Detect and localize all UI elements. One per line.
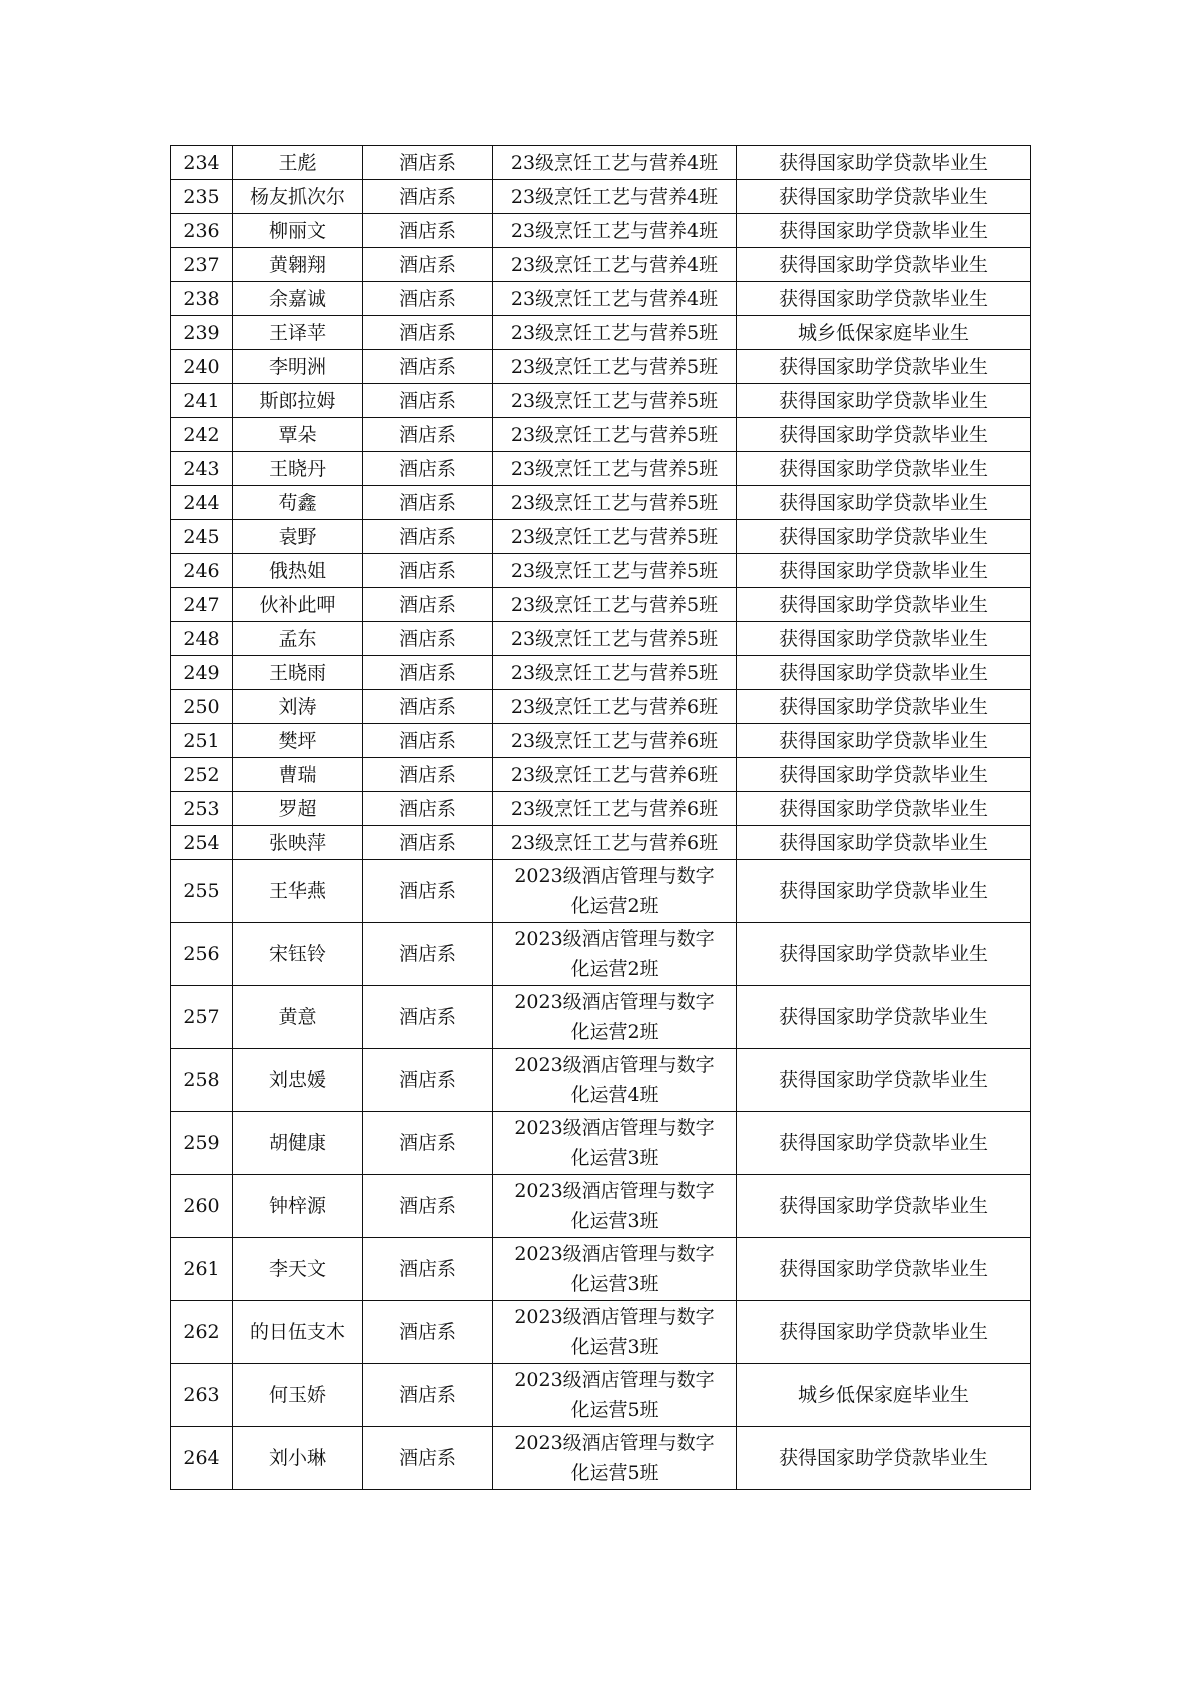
- class-cell: 23级烹饪工艺与营养5班: [493, 554, 737, 588]
- aid-type-cell: 获得国家助学贷款毕业生: [737, 350, 1031, 384]
- class-cell: 23级烹饪工艺与营养4班: [493, 180, 737, 214]
- student-name-cell: 伙补此呷: [233, 588, 363, 622]
- class-cell: 23级烹饪工艺与营养6班: [493, 724, 737, 758]
- student-name-cell: 覃朵: [233, 418, 363, 452]
- class-cell: [493, 986, 737, 1049]
- class-line-1: 2023级酒店管理与数字: [514, 1432, 715, 1454]
- row-number-cell: 242: [171, 418, 233, 452]
- aid-type-cell: 获得国家助学贷款毕业生: [737, 826, 1031, 860]
- department-cell: 酒店系: [363, 923, 493, 986]
- department-cell: 酒店系: [363, 1112, 493, 1175]
- aid-type-cell: 获得国家助学贷款毕业生: [737, 1175, 1031, 1238]
- class-cell: 23级烹饪工艺与营养5班: [493, 350, 737, 384]
- aid-type-cell: 获得国家助学贷款毕业生: [737, 452, 1031, 486]
- aid-type-cell: 获得国家助学贷款毕业生: [737, 588, 1031, 622]
- student-name-cell: 刘涛: [233, 690, 363, 724]
- class-line-2: 化运营3班: [570, 1210, 659, 1232]
- student-name-cell: 苟鑫: [233, 486, 363, 520]
- student-name-cell: 樊坪: [233, 724, 363, 758]
- row-number-cell: 252: [171, 758, 233, 792]
- student-name-cell: 何玉娇: [233, 1364, 363, 1427]
- row-number-cell: 236: [171, 214, 233, 248]
- class-line-1: 2023级酒店管理与数字: [514, 991, 715, 1013]
- student-name-cell: 李明洲: [233, 350, 363, 384]
- department-cell: 酒店系: [363, 656, 493, 690]
- department-cell: 酒店系: [363, 214, 493, 248]
- class-cell: 23级烹饪工艺与营养5班: [493, 452, 737, 486]
- row-number-cell: 244: [171, 486, 233, 520]
- row-number-cell: 248: [171, 622, 233, 656]
- aid-type-cell: 获得国家助学贷款毕业生: [737, 656, 1031, 690]
- table-row: [171, 248, 1031, 282]
- department-cell: 酒店系: [363, 316, 493, 350]
- student-name-cell: 刘忠媛: [233, 1049, 363, 1112]
- department-cell: 酒店系: [363, 690, 493, 724]
- class-line-1: 2023级酒店管理与数字: [514, 1117, 715, 1139]
- row-number-cell: 257: [171, 986, 233, 1049]
- department-cell: 酒店系: [363, 486, 493, 520]
- row-number-cell: 243: [171, 452, 233, 486]
- student-name-cell: 余嘉诚: [233, 282, 363, 316]
- table-row: [171, 656, 1031, 690]
- student-name-cell: 王彪: [233, 146, 363, 180]
- row-number-cell: 262: [171, 1301, 233, 1364]
- class-line-2: 化运营2班: [570, 958, 659, 980]
- class-cell: 23级烹饪工艺与营养4班: [493, 248, 737, 282]
- class-cell: 23级烹饪工艺与营养4班: [493, 214, 737, 248]
- student-name-cell: 胡健康: [233, 1112, 363, 1175]
- class-line-2: 化运营2班: [570, 895, 659, 917]
- table-row: [171, 1175, 1031, 1238]
- student-name-cell: 王晓雨: [233, 656, 363, 690]
- table-row: [171, 588, 1031, 622]
- class-cell: 23级烹饪工艺与营养5班: [493, 622, 737, 656]
- row-number-cell: 245: [171, 520, 233, 554]
- aid-type-cell: 获得国家助学贷款毕业生: [737, 384, 1031, 418]
- row-number-cell: 247: [171, 588, 233, 622]
- aid-type-cell: 获得国家助学贷款毕业生: [737, 622, 1031, 656]
- table-row: [171, 384, 1031, 418]
- aid-type-cell: 获得国家助学贷款毕业生: [737, 1112, 1031, 1175]
- aid-type-cell: 获得国家助学贷款毕业生: [737, 418, 1031, 452]
- table-row: [171, 180, 1031, 214]
- aid-type-cell: 获得国家助学贷款毕业生: [737, 1301, 1031, 1364]
- department-cell: 酒店系: [363, 554, 493, 588]
- student-name-cell: 钟梓源: [233, 1175, 363, 1238]
- table-row: [171, 214, 1031, 248]
- class-cell: [493, 1238, 737, 1301]
- class-line-2: 化运营4班: [570, 1084, 659, 1106]
- student-name-cell: 刘小琳: [233, 1427, 363, 1490]
- aid-type-cell: 获得国家助学贷款毕业生: [737, 146, 1031, 180]
- department-cell: 酒店系: [363, 350, 493, 384]
- class-cell: [493, 860, 737, 923]
- class-cell: 23级烹饪工艺与营养4班: [493, 282, 737, 316]
- table-row: [171, 316, 1031, 350]
- class-cell: 23级烹饪工艺与营养5班: [493, 486, 737, 520]
- department-cell: 酒店系: [363, 758, 493, 792]
- row-number-cell: 240: [171, 350, 233, 384]
- class-line-2: 化运营5班: [570, 1399, 659, 1421]
- table-row: [171, 622, 1031, 656]
- department-cell: 酒店系: [363, 248, 493, 282]
- table-row: [171, 1301, 1031, 1364]
- department-cell: 酒店系: [363, 860, 493, 923]
- class-line-1: 2023级酒店管理与数字: [514, 1243, 715, 1265]
- aid-type-cell: 获得国家助学贷款毕业生: [737, 282, 1031, 316]
- department-cell: 酒店系: [363, 1301, 493, 1364]
- student-name-cell: 李天文: [233, 1238, 363, 1301]
- student-name-cell: 曹瑞: [233, 758, 363, 792]
- graduate-roster-table: [170, 145, 1031, 1490]
- table-row: [171, 690, 1031, 724]
- row-number-cell: 264: [171, 1427, 233, 1490]
- table-row: [171, 1112, 1031, 1175]
- department-cell: 酒店系: [363, 1238, 493, 1301]
- student-name-cell: 斯郎拉姆: [233, 384, 363, 418]
- class-cell: [493, 1364, 737, 1427]
- table-row: [171, 724, 1031, 758]
- table-row: [171, 1427, 1031, 1490]
- row-number-cell: 249: [171, 656, 233, 690]
- table-row: [171, 146, 1031, 180]
- department-cell: 酒店系: [363, 1427, 493, 1490]
- row-number-cell: 255: [171, 860, 233, 923]
- table-row: [171, 486, 1031, 520]
- department-cell: 酒店系: [363, 1175, 493, 1238]
- table-row: [171, 452, 1031, 486]
- class-cell: [493, 923, 737, 986]
- class-cell: [493, 1427, 737, 1490]
- aid-type-cell: 获得国家助学贷款毕业生: [737, 986, 1031, 1049]
- student-name-cell: 宋钰铃: [233, 923, 363, 986]
- aid-type-cell: 获得国家助学贷款毕业生: [737, 860, 1031, 923]
- row-number-cell: 259: [171, 1112, 233, 1175]
- department-cell: 酒店系: [363, 452, 493, 486]
- aid-type-cell: 获得国家助学贷款毕业生: [737, 724, 1031, 758]
- department-cell: 酒店系: [363, 826, 493, 860]
- class-line-1: 2023级酒店管理与数字: [514, 928, 715, 950]
- class-cell: 23级烹饪工艺与营养5班: [493, 384, 737, 418]
- row-number-cell: 235: [171, 180, 233, 214]
- class-cell: [493, 1049, 737, 1112]
- student-name-cell: 罗超: [233, 792, 363, 826]
- table-row: [171, 1238, 1031, 1301]
- student-name-cell: 孟东: [233, 622, 363, 656]
- student-name-cell: 黄意: [233, 986, 363, 1049]
- table-row: [171, 554, 1031, 588]
- class-cell: 23级烹饪工艺与营养6班: [493, 826, 737, 860]
- aid-type-cell: 获得国家助学贷款毕业生: [737, 690, 1031, 724]
- table-row: [171, 860, 1031, 923]
- row-number-cell: 246: [171, 554, 233, 588]
- row-number-cell: 254: [171, 826, 233, 860]
- department-cell: 酒店系: [363, 1049, 493, 1112]
- student-name-cell: 王晓丹: [233, 452, 363, 486]
- student-name-cell: 的日伍支木: [233, 1301, 363, 1364]
- aid-type-cell: 城乡低保家庭毕业生: [737, 1364, 1031, 1427]
- class-cell: 23级烹饪工艺与营养5班: [493, 418, 737, 452]
- class-cell: 23级烹饪工艺与营养5班: [493, 316, 737, 350]
- class-cell: 23级烹饪工艺与营养5班: [493, 588, 737, 622]
- aid-type-cell: 获得国家助学贷款毕业生: [737, 923, 1031, 986]
- department-cell: 酒店系: [363, 588, 493, 622]
- class-cell: 23级烹饪工艺与营养6班: [493, 792, 737, 826]
- aid-type-cell: 获得国家助学贷款毕业生: [737, 1427, 1031, 1490]
- student-name-cell: 俄热姐: [233, 554, 363, 588]
- student-name-cell: 柳丽文: [233, 214, 363, 248]
- aid-type-cell: 获得国家助学贷款毕业生: [737, 1238, 1031, 1301]
- table-row: [171, 1364, 1031, 1427]
- class-cell: 23级烹饪工艺与营养5班: [493, 520, 737, 554]
- table-row: [171, 923, 1031, 986]
- row-number-cell: 239: [171, 316, 233, 350]
- table-row: [171, 520, 1031, 554]
- table-row: [171, 350, 1031, 384]
- class-cell: 23级烹饪工艺与营养6班: [493, 690, 737, 724]
- table-row: [171, 986, 1031, 1049]
- department-cell: 酒店系: [363, 282, 493, 316]
- row-number-cell: 260: [171, 1175, 233, 1238]
- row-number-cell: 238: [171, 282, 233, 316]
- class-cell: 23级烹饪工艺与营养6班: [493, 758, 737, 792]
- row-number-cell: 256: [171, 923, 233, 986]
- aid-type-cell: 获得国家助学贷款毕业生: [737, 520, 1031, 554]
- table-row: [171, 826, 1031, 860]
- table-row: [171, 1049, 1031, 1112]
- row-number-cell: 234: [171, 146, 233, 180]
- aid-type-cell: 获得国家助学贷款毕业生: [737, 486, 1031, 520]
- class-line-1: 2023级酒店管理与数字: [514, 1369, 715, 1391]
- row-number-cell: 253: [171, 792, 233, 826]
- class-line-1: 2023级酒店管理与数字: [514, 1054, 715, 1076]
- department-cell: 酒店系: [363, 384, 493, 418]
- aid-type-cell: 获得国家助学贷款毕业生: [737, 248, 1031, 282]
- department-cell: 酒店系: [363, 622, 493, 656]
- roster-body: [171, 146, 1031, 1490]
- class-line-1: 2023级酒店管理与数字: [514, 1180, 715, 1202]
- student-name-cell: 杨友抓次尔: [233, 180, 363, 214]
- aid-type-cell: 获得国家助学贷款毕业生: [737, 214, 1031, 248]
- class-cell: [493, 1175, 737, 1238]
- row-number-cell: 241: [171, 384, 233, 418]
- student-name-cell: 袁野: [233, 520, 363, 554]
- table-row: [171, 792, 1031, 826]
- class-cell: [493, 1301, 737, 1364]
- class-line-2: 化运营3班: [570, 1147, 659, 1169]
- class-cell: 23级烹饪工艺与营养5班: [493, 656, 737, 690]
- aid-type-cell: 获得国家助学贷款毕业生: [737, 792, 1031, 826]
- department-cell: 酒店系: [363, 792, 493, 826]
- department-cell: 酒店系: [363, 180, 493, 214]
- student-name-cell: 王译苹: [233, 316, 363, 350]
- aid-type-cell: 获得国家助学贷款毕业生: [737, 1049, 1031, 1112]
- aid-type-cell: 获得国家助学贷款毕业生: [737, 180, 1031, 214]
- row-number-cell: 251: [171, 724, 233, 758]
- department-cell: 酒店系: [363, 724, 493, 758]
- department-cell: 酒店系: [363, 986, 493, 1049]
- row-number-cell: 263: [171, 1364, 233, 1427]
- department-cell: 酒店系: [363, 520, 493, 554]
- table-row: [171, 282, 1031, 316]
- aid-type-cell: 获得国家助学贷款毕业生: [737, 758, 1031, 792]
- class-line-1: 2023级酒店管理与数字: [514, 865, 715, 887]
- row-number-cell: 250: [171, 690, 233, 724]
- student-name-cell: 王华燕: [233, 860, 363, 923]
- class-line-2: 化运营3班: [570, 1336, 659, 1358]
- department-cell: 酒店系: [363, 1364, 493, 1427]
- class-cell: 23级烹饪工艺与营养4班: [493, 146, 737, 180]
- table-row: [171, 758, 1031, 792]
- student-name-cell: 黄翱翔: [233, 248, 363, 282]
- department-cell: 酒店系: [363, 146, 493, 180]
- table-row: [171, 418, 1031, 452]
- class-cell: [493, 1112, 737, 1175]
- class-line-2: 化运营5班: [570, 1462, 659, 1484]
- row-number-cell: 237: [171, 248, 233, 282]
- row-number-cell: 261: [171, 1238, 233, 1301]
- class-line-1: 2023级酒店管理与数字: [514, 1306, 715, 1328]
- class-line-2: 化运营3班: [570, 1273, 659, 1295]
- department-cell: 酒店系: [363, 418, 493, 452]
- class-line-2: 化运营2班: [570, 1021, 659, 1043]
- aid-type-cell: 获得国家助学贷款毕业生: [737, 554, 1031, 588]
- aid-type-cell: 城乡低保家庭毕业生: [737, 316, 1031, 350]
- student-name-cell: 张映萍: [233, 826, 363, 860]
- row-number-cell: 258: [171, 1049, 233, 1112]
